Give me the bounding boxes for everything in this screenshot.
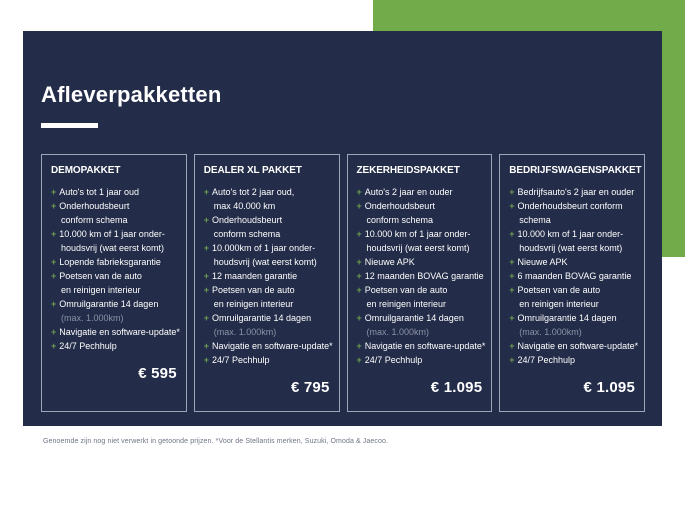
plus-bullet-icon: +: [203, 271, 210, 281]
plus-bullet-icon: +: [203, 243, 210, 253]
feature-item: [509, 199, 635, 227]
feature-item: [51, 269, 177, 297]
feature-line: 10.000 km of 1 jaar onder-: [517, 229, 624, 239]
plus-bullet-icon: +: [203, 187, 210, 197]
feature-list: [509, 185, 639, 367]
feature-line: Nieuwe APK: [364, 257, 415, 267]
feature-item: [204, 311, 330, 339]
feature-line: 10.000 km of 1 jaar onder-: [364, 229, 471, 239]
feature-line: Onderhoudsbeurt: [212, 215, 283, 225]
feature-line: Auto's tot 2 jaar oud,: [212, 187, 295, 197]
package-card: [499, 154, 645, 412]
feature-line: en reinigen interieur: [61, 285, 141, 295]
package-card: [347, 154, 493, 412]
plus-bullet-icon: +: [509, 271, 515, 281]
plus-bullet-icon: +: [509, 187, 515, 197]
feature-line: 12 maanden garantie: [212, 271, 298, 281]
feature-line: schema: [519, 215, 551, 225]
feature-line: Nieuwe APK: [517, 257, 568, 267]
feature-line: Omruilgarantie 14 dagen: [59, 299, 159, 309]
footnote: Genoemde zijn nog niet verwerkt in getoonde prijzen. *Voor de Stellantis merken, Suzuki, Omoda & Jaecoo.: [43, 438, 389, 445]
plus-bullet-icon: +: [356, 201, 362, 211]
feature-line: 24/7 Pechhulp: [364, 355, 423, 365]
package-card: [194, 154, 340, 412]
feature-line: Navigatie en software-update*: [59, 327, 180, 337]
feature-item: [509, 283, 635, 311]
feature-line: en reinigen interieur: [213, 299, 294, 309]
feature-line: Navigatie en software-update*: [517, 341, 639, 351]
feature-line: en reinigen interieur: [366, 299, 447, 309]
feature-item: [51, 339, 177, 353]
feature-item: [509, 353, 635, 367]
package-price: € 795: [290, 379, 330, 396]
feature-line: Navigatie en software-update*: [212, 341, 333, 351]
package-name: BEDRIJFSWAGENSPAKKET: [509, 165, 642, 176]
package-name: ZEKERHEIDSPAKKET: [356, 165, 460, 176]
feature-line: Auto's tot 1 jaar oud: [59, 187, 140, 197]
feature-item: [204, 283, 330, 311]
package-price: € 1.095: [430, 379, 483, 396]
feature-item: [357, 311, 483, 339]
feature-line: houdsvrij (wat eerst komt): [213, 257, 317, 267]
package-price: € 1.095: [583, 379, 635, 396]
plus-bullet-icon: +: [51, 229, 57, 239]
plus-bullet-icon: +: [51, 201, 57, 211]
feature-line: 10.000km of 1 jaar onder-: [212, 243, 316, 253]
feature-item: [357, 199, 483, 227]
feature-line: Bedrijfsauto's 2 jaar en ouder: [517, 187, 635, 197]
feature-line: Onderhoudsbeurt: [364, 201, 435, 211]
plus-bullet-icon: +: [51, 271, 57, 281]
package-cards: [41, 154, 645, 412]
feature-item: [51, 227, 177, 255]
plus-bullet-icon: +: [356, 341, 362, 351]
plus-bullet-icon: +: [203, 285, 210, 295]
plus-bullet-icon: +: [203, 215, 210, 225]
plus-bullet-icon: +: [509, 341, 515, 351]
feature-item: [357, 185, 483, 199]
plus-bullet-icon: +: [509, 257, 515, 267]
title-underline: [41, 123, 98, 128]
feature-line: 6 maanden BOVAG garantie: [517, 271, 632, 281]
feature-item: [51, 199, 177, 227]
feature-line: Auto's 2 jaar en ouder: [364, 187, 453, 197]
plus-bullet-icon: +: [203, 355, 210, 365]
feature-line: 24/7 Pechhulp: [59, 341, 117, 351]
plus-bullet-icon: +: [51, 187, 57, 197]
feature-item: [509, 227, 635, 255]
feature-list: [51, 185, 180, 353]
feature-line: houdsvrij (wat eerst komt): [61, 243, 165, 253]
feature-line: (max. 1.000km): [213, 327, 277, 337]
feature-line: Omruilgarantie 14 dagen: [212, 313, 312, 323]
feature-item: [51, 185, 177, 199]
feature-line: Omruilgarantie 14 dagen: [517, 313, 617, 323]
feature-line: houdsvrij (wat eerst komt): [366, 243, 470, 253]
feature-line: houdsvrij (wat eerst komt): [519, 243, 623, 253]
feature-list: [356, 185, 486, 367]
feature-item: [509, 269, 635, 283]
feature-line: Poetsen van de auto: [364, 285, 448, 295]
feature-line: conform schema: [366, 215, 434, 225]
feature-item: [509, 311, 635, 339]
plus-bullet-icon: +: [356, 355, 362, 365]
plus-bullet-icon: +: [356, 257, 362, 267]
plus-bullet-icon: +: [356, 229, 362, 239]
feature-line: max 40.000 km: [213, 201, 276, 211]
feature-line: 24/7 Pechhulp: [517, 355, 576, 365]
feature-item: [51, 325, 180, 339]
plus-bullet-icon: +: [51, 341, 57, 351]
plus-bullet-icon: +: [356, 187, 362, 197]
feature-line: Poetsen van de auto: [59, 271, 142, 281]
feature-line: (max. 1.000km): [61, 313, 124, 323]
plus-bullet-icon: +: [356, 313, 362, 323]
plus-bullet-icon: +: [51, 327, 57, 337]
feature-line: conform schema: [213, 229, 281, 239]
package-name: DEMOPAKKET: [51, 165, 121, 176]
feature-line: en reinigen interieur: [519, 299, 599, 309]
page-title: Afleverpakketten: [41, 82, 222, 107]
feature-line: (max. 1.000km): [366, 327, 430, 337]
feature-item: [204, 185, 330, 213]
plus-bullet-icon: +: [509, 229, 515, 239]
plus-bullet-icon: +: [509, 313, 515, 323]
plus-bullet-icon: +: [51, 257, 57, 267]
plus-bullet-icon: +: [51, 299, 57, 309]
feature-item: [204, 213, 330, 241]
plus-bullet-icon: +: [203, 313, 210, 323]
feature-item: [509, 339, 639, 353]
feature-line: Onderhoudsbeurt conform: [517, 201, 623, 211]
feature-list: [203, 185, 333, 367]
package-card: [41, 154, 187, 412]
plus-bullet-icon: +: [356, 271, 362, 281]
feature-line: conform schema: [61, 215, 128, 225]
feature-line: 12 maanden BOVAG garantie: [364, 271, 484, 281]
feature-line: 10.000 km of 1 jaar onder-: [59, 229, 165, 239]
feature-item: [204, 241, 330, 269]
feature-line: Navigatie en software-update*: [364, 341, 486, 351]
feature-line: 24/7 Pechhulp: [212, 355, 270, 365]
feature-line: Lopende fabrieksgarantie: [59, 257, 161, 267]
package-price: € 595: [138, 365, 177, 382]
plus-bullet-icon: +: [509, 355, 515, 365]
feature-item: [51, 297, 177, 325]
feature-item: [509, 185, 635, 199]
plus-bullet-icon: +: [509, 201, 515, 211]
feature-item: [509, 255, 635, 269]
feature-line: (max. 1.000km): [519, 327, 582, 337]
feature-item: [204, 353, 330, 367]
feature-line: Poetsen van de auto: [517, 285, 601, 295]
feature-item: [356, 339, 486, 353]
feature-line: Onderhoudsbeurt: [59, 201, 130, 211]
feature-item: [203, 339, 333, 353]
feature-item: [357, 353, 483, 367]
feature-item: [357, 269, 483, 283]
feature-item: [51, 255, 177, 269]
feature-item: [357, 283, 483, 311]
package-name: DEALER XL PAKKET: [203, 165, 302, 176]
feature-line: Omruilgarantie 14 dagen: [364, 313, 464, 323]
feature-item: [357, 255, 483, 269]
feature-item: [204, 269, 330, 283]
packages-panel: [23, 31, 662, 426]
plus-bullet-icon: +: [509, 285, 515, 295]
plus-bullet-icon: +: [203, 341, 210, 351]
feature-item: [357, 227, 483, 255]
plus-bullet-icon: +: [356, 285, 362, 295]
feature-line: Poetsen van de auto: [212, 285, 295, 295]
